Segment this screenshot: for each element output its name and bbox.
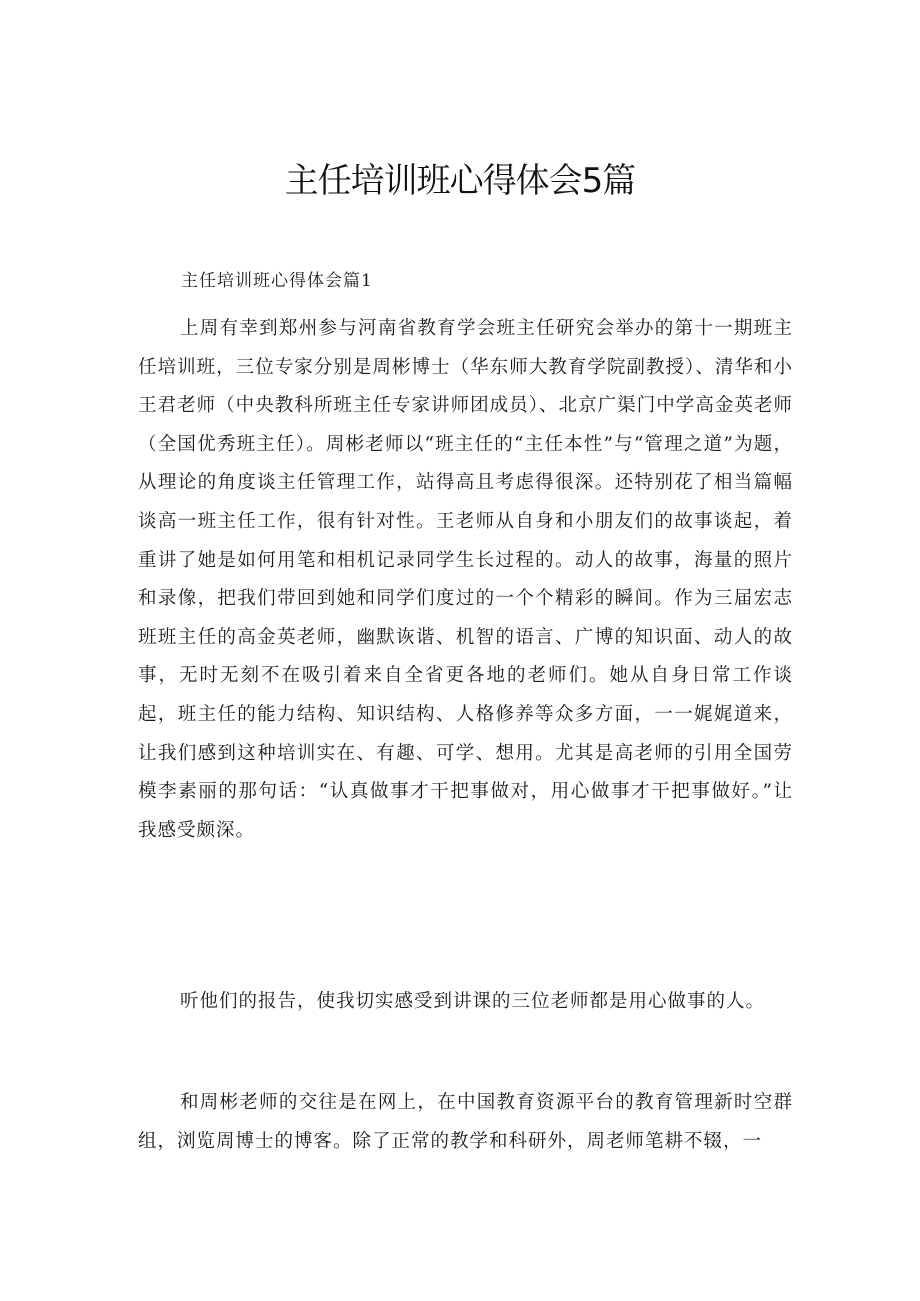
section-heading: 主任培训班心得体会篇1	[181, 271, 373, 291]
paragraph-1: 上周有幸到郑州参与河南省教育学会班主任研究会举办的第十一期班主任培训班，三位专家分别是周彬博士（华东师大教育学院副教授）、清华和小王君老师（中央教科所班主任专家讲师团成员）、北京广渠门中学高金英老师（全国优秀班主任）。周彬老师以“班主任的“主任本性”与“管理之道”为题，从理论的角度谈主任管理工作，站得高且考虑得很深。还特别花了相当篇幅谈高一班主任工作，很有针对性。王老师从自身和小朋友们的故事谈起，着重讲了她是如何用笔和相机记录同学生长过程的。动人的故事，海量的照片和录像，把我们带回到她和同学们度过的一个个精彩的瞬间。作为三届宏志班班主任的高金英老师，幽默诙谐、机智的语言、广博的知识面、动人的故事，无时无刻不在吸引着来自全省更各地的老师们。她从自身日常工作谈起，班主任的能力结构、知识结构、人格修养等众多方面，一一娓娓道来，让我们感到这种培训实在、有趣、可学、想用。尤其是高老师的引用全国劳模李素丽的那句话：“认真做事才干把事做对，用心做事才干把事做好。”让我感受颇深。	[138, 318, 793, 841]
document-title: 主任培训班心得体会5篇	[284, 161, 636, 201]
paragraph-2: 听他们的报告，使我切实感受到讲课的三位老师都是用心做事的人。	[180, 991, 766, 1012]
paragraph-3: 和周彬老师的交往是在网上，在中国教育资源平台的教育管理新时空群组，浏览周博士的博客。除了正常的教学和科研外，周老师笔耕不辍，一	[138, 1092, 793, 1152]
